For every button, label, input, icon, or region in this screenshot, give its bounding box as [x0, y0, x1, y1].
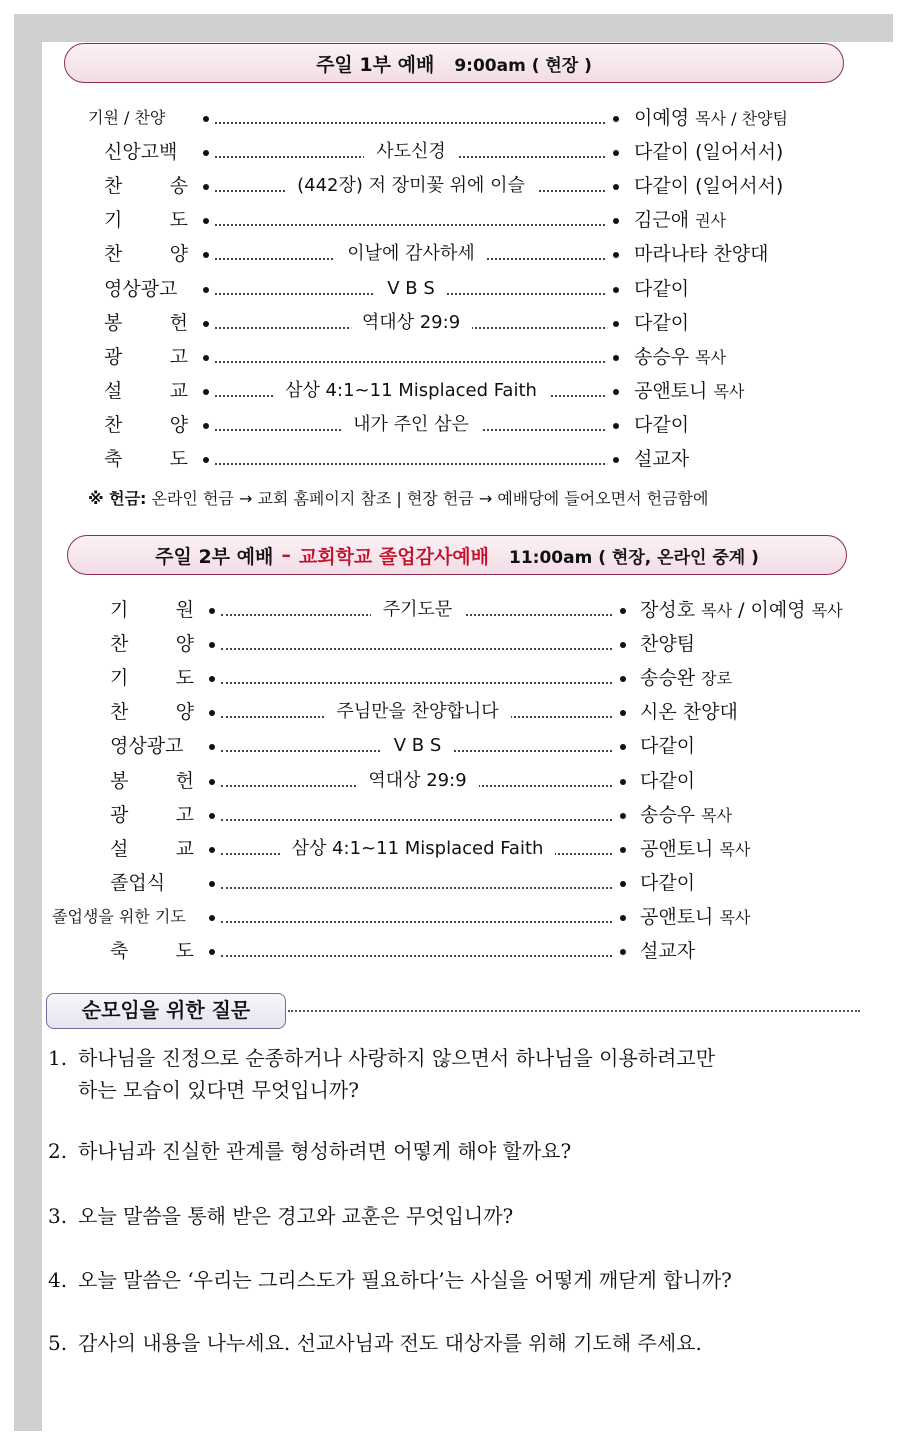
leader-dots — [215, 463, 605, 465]
leader-name: 송승완 — [640, 667, 696, 690]
order-row — [0, 374, 907, 408]
leader-role: 목사 — [713, 381, 745, 401]
offering-note-text: 온라인 헌금 → 교회 홈페이지 참조 | 현장 헌금 → 예배당에 들어오면서 헌금함에 — [146, 489, 709, 508]
bullet-icon — [209, 608, 215, 614]
leader-role: 목사 — [695, 347, 727, 367]
order-row — [0, 340, 907, 374]
bullet-icon — [209, 847, 215, 853]
order-row — [0, 934, 907, 968]
order-row — [0, 408, 907, 442]
order-leader — [634, 272, 689, 306]
bullet-icon — [620, 779, 626, 785]
leader-role: 목사 — [701, 601, 733, 620]
question-text: 오늘 말씀을 통해 받은 경고와 교훈은 무엇입니까? — [78, 1204, 514, 1228]
question-number: 4. — [48, 1268, 68, 1292]
order-row — [0, 798, 907, 832]
service1-time: 9:00am ( 현장 ) — [454, 55, 592, 76]
order-label: 찬 송 — [104, 175, 188, 198]
order-leader — [634, 408, 689, 442]
bullet-icon — [203, 218, 209, 224]
bullet-icon — [203, 287, 209, 293]
leader-name: 공앤토니 — [640, 905, 714, 928]
question-number: 2. — [48, 1139, 68, 1163]
bullet-icon — [613, 184, 619, 190]
order-row — [0, 272, 907, 306]
order-leader — [634, 237, 769, 271]
order-leader — [640, 832, 750, 866]
bullet-icon — [209, 915, 215, 921]
order-row — [0, 101, 907, 135]
order-row — [0, 661, 907, 695]
bullet-icon — [613, 355, 619, 361]
bullet-icon — [620, 847, 626, 853]
order-label: 찬 양 — [104, 243, 188, 266]
bullet-icon — [203, 150, 209, 156]
leader-role: 목사 — [701, 805, 733, 825]
leader-role: 장로 — [701, 669, 733, 689]
question-text-continued: 하는 모습이 있다면 무엇입니까? — [78, 1078, 359, 1102]
order-leader — [634, 442, 689, 476]
order-content-text: 주기도문 — [371, 599, 465, 620]
leader-name: 다같이 — [640, 769, 696, 792]
leader-name: 이예영 — [634, 107, 690, 129]
bullet-icon — [209, 744, 215, 750]
leader-name: 찬양팀 — [640, 633, 696, 656]
order-content — [213, 272, 609, 306]
leader-name: 송승우 — [634, 345, 690, 368]
leader-role-2: 목사 — [811, 601, 843, 620]
order-leader — [634, 101, 788, 135]
bullet-icon — [203, 184, 209, 190]
leader-dots — [215, 361, 605, 363]
order-label: 축 도 — [110, 940, 194, 962]
order-label: 광 고 — [110, 803, 194, 826]
order-label: 봉 헌 — [104, 311, 188, 334]
order-leader — [640, 764, 695, 798]
leader-dots — [221, 682, 612, 684]
question-text: 감사의 내용을 나누세요. 선교사님과 전도 대상자를 위해 기도해 주세요. — [78, 1331, 702, 1355]
bullet-icon — [613, 457, 619, 463]
leader-name: 설교자 — [640, 940, 696, 962]
bullet-icon — [620, 676, 626, 682]
leader-name: 공앤토니 — [640, 837, 714, 860]
order-row — [0, 900, 907, 934]
order-row — [0, 442, 907, 476]
order-row — [0, 764, 907, 798]
bullet-icon — [209, 949, 215, 955]
order-label: 영상광고 — [104, 277, 178, 300]
order-content-text: 삼상 4:1~11 Misplaced Faith — [280, 838, 556, 859]
order-row — [0, 729, 907, 763]
bullet-icon — [620, 642, 626, 648]
order-content — [219, 593, 616, 627]
order-leader — [640, 934, 695, 968]
question-text: 하나님과 진실한 관계를 형성하려면 어떻게 해야 할까요? — [78, 1139, 572, 1163]
bullet-icon — [620, 813, 626, 819]
bullet-icon — [203, 252, 209, 258]
question-item — [48, 1327, 702, 1359]
order-row — [0, 866, 907, 900]
bullet-icon — [620, 744, 626, 750]
order-leader — [640, 798, 732, 832]
order-leader — [634, 169, 783, 203]
leader-name: 장성호 — [640, 599, 696, 621]
order-label: 찬 양 — [110, 633, 194, 656]
question-item — [48, 1264, 732, 1296]
bullet-icon — [203, 423, 209, 429]
bullet-icon — [613, 423, 619, 429]
order-label: 기원 / 찬양 — [88, 108, 166, 127]
order-label: 기 원 — [110, 599, 194, 621]
bullet-icon — [613, 150, 619, 156]
leader-role: 목사 / 찬양팀 — [695, 109, 788, 128]
order-leader — [640, 866, 695, 900]
leader-name: 다같이 — [634, 413, 690, 436]
order-content-text: 역대상 29:9 — [350, 312, 472, 333]
leader-dots — [221, 819, 612, 821]
order-content — [213, 408, 609, 442]
question-text: 오늘 말씀은 ‘우리는 그리스도가 필요하다’는 사실을 어떻게 깨닫게 합니까? — [78, 1268, 732, 1292]
order-leader — [640, 729, 695, 763]
bullet-icon — [203, 321, 209, 327]
order-row — [0, 306, 907, 340]
order-label: 기 도 — [104, 209, 188, 232]
leader-name: 공앤토니 — [634, 379, 708, 402]
leader-name: 김근애 — [634, 209, 690, 232]
leader-name: 다같이 — [640, 871, 696, 894]
leader-name-2: / 이예영 — [732, 599, 806, 621]
order-leader — [634, 374, 744, 408]
order-row — [0, 203, 907, 237]
order-content — [219, 832, 616, 866]
order-label: 졸업식 — [110, 871, 166, 894]
leader-dots — [221, 648, 612, 650]
order-content — [219, 764, 616, 798]
order-leader — [634, 135, 783, 169]
leader-name: 마라나타 찬양대 — [634, 243, 769, 266]
bullet-icon — [620, 710, 626, 716]
bullet-icon — [209, 642, 215, 648]
bullet-icon — [613, 389, 619, 395]
question-text: 하나님을 진정으로 순종하거나 사랑하지 않으면서 하나님을 이용하려고만 — [78, 1046, 716, 1070]
bullet-icon — [620, 608, 626, 614]
bullet-icon — [620, 949, 626, 955]
bullet-icon — [203, 457, 209, 463]
leader-name: 다같이 — [640, 735, 696, 758]
question-item — [48, 1200, 513, 1232]
bullet-icon — [203, 116, 209, 122]
order-content — [219, 729, 616, 763]
service2-banner — [67, 535, 847, 575]
leader-dots — [215, 224, 605, 226]
leader-role: 목사 — [719, 907, 751, 927]
bullet-icon — [203, 355, 209, 361]
order-row — [0, 593, 907, 627]
order-label: 찬 양 — [104, 413, 188, 436]
order-label: 찬 양 — [110, 701, 194, 724]
bullet-icon — [209, 881, 215, 887]
order-label: 영상광고 — [110, 735, 184, 758]
bullet-icon — [613, 321, 619, 327]
order-content — [213, 306, 609, 340]
question-number: 1. — [48, 1046, 68, 1070]
bullet-icon — [620, 915, 626, 921]
bullet-icon — [613, 116, 619, 122]
leader-dots — [221, 955, 612, 957]
leader-name: 설교자 — [634, 448, 690, 470]
leader-dots — [221, 921, 612, 923]
question-item — [48, 1042, 715, 1106]
bullet-icon — [613, 252, 619, 258]
order-content-text: 삼상 4:1~11 Misplaced Faith — [273, 380, 549, 401]
order-content-text: 사도신경 — [364, 141, 458, 162]
leader-dots — [215, 122, 605, 124]
leader-name: 송승우 — [640, 803, 696, 826]
offering-note — [88, 486, 708, 509]
question-number: 3. — [48, 1204, 68, 1228]
bullet-icon — [613, 287, 619, 293]
order-content — [213, 169, 609, 203]
bullet-icon — [209, 710, 215, 716]
order-content-text: 주님만을 찬양합니다 — [324, 701, 510, 722]
service1-banner — [64, 43, 844, 83]
order-leader — [640, 627, 695, 661]
order-content — [213, 374, 609, 408]
bullet-icon — [203, 389, 209, 395]
service2-title: 주일 2부 예배 — [155, 545, 274, 568]
order-leader — [640, 900, 750, 934]
service1-title: 주일 1부 예배 — [316, 53, 435, 76]
order-content-text: V B S — [382, 735, 454, 756]
order-label: 신앙고백 — [104, 141, 178, 164]
leader-dots — [221, 887, 612, 889]
order-row — [0, 695, 907, 729]
leader-name: 다같이 (일어서서) — [634, 141, 784, 164]
order-label: 광 고 — [104, 345, 188, 368]
bullet-icon — [209, 779, 215, 785]
order-label: 졸업생을 위한 기도 — [52, 906, 186, 926]
bullet-icon — [620, 881, 626, 887]
order-leader — [640, 695, 738, 729]
order-row — [0, 627, 907, 661]
service2-special: 교회학교 졸업감사예배 — [298, 545, 490, 568]
leader-name: 다같이 (일어서서) — [634, 175, 784, 198]
order-content-text: 이날에 감사하세 — [335, 243, 486, 264]
order-row — [0, 135, 907, 169]
bullet-icon — [613, 218, 619, 224]
order-content — [213, 135, 609, 169]
order-leader — [634, 340, 726, 374]
question-item — [48, 1135, 571, 1167]
service2-time: 11:00am ( 현장, 온라인 중계 ) — [509, 547, 759, 568]
leader-name: 다같이 — [634, 277, 690, 300]
leader-name: 다같이 — [634, 311, 690, 334]
order-leader — [634, 306, 689, 340]
bullet-icon — [209, 676, 215, 682]
order-label: 설 교 — [104, 379, 188, 402]
order-label: 기 도 — [110, 667, 194, 690]
questions-title: 순모임을 위한 질문 — [46, 993, 286, 1029]
order-row — [0, 832, 907, 866]
bullet-icon — [209, 813, 215, 819]
order-label: 봉 헌 — [110, 769, 194, 792]
order-leader — [640, 593, 843, 627]
questions-divider — [288, 1010, 860, 1012]
leader-role: 목사 — [719, 839, 751, 859]
order-content-text: V B S — [375, 278, 447, 299]
order-leader — [634, 203, 726, 237]
order-row — [0, 169, 907, 203]
leader-name: 시온 찬양대 — [640, 701, 738, 724]
order-label: 설 교 — [110, 837, 194, 860]
leader-role: 권사 — [695, 211, 727, 231]
order-content — [219, 695, 616, 729]
order-row — [0, 237, 907, 271]
order-content — [213, 237, 609, 271]
order-content-text: (442장) 저 장미꽃 위에 이슬 — [285, 175, 537, 196]
question-number: 5. — [48, 1331, 68, 1355]
order-leader — [640, 661, 732, 695]
service2-dash: – — [281, 544, 291, 566]
order-content-text: 내가 주인 삼은 — [341, 414, 481, 435]
order-content-text: 역대상 29:9 — [356, 770, 478, 791]
offering-note-prefix: ※ 헌금: — [88, 489, 147, 508]
order-label: 축 도 — [104, 448, 188, 470]
